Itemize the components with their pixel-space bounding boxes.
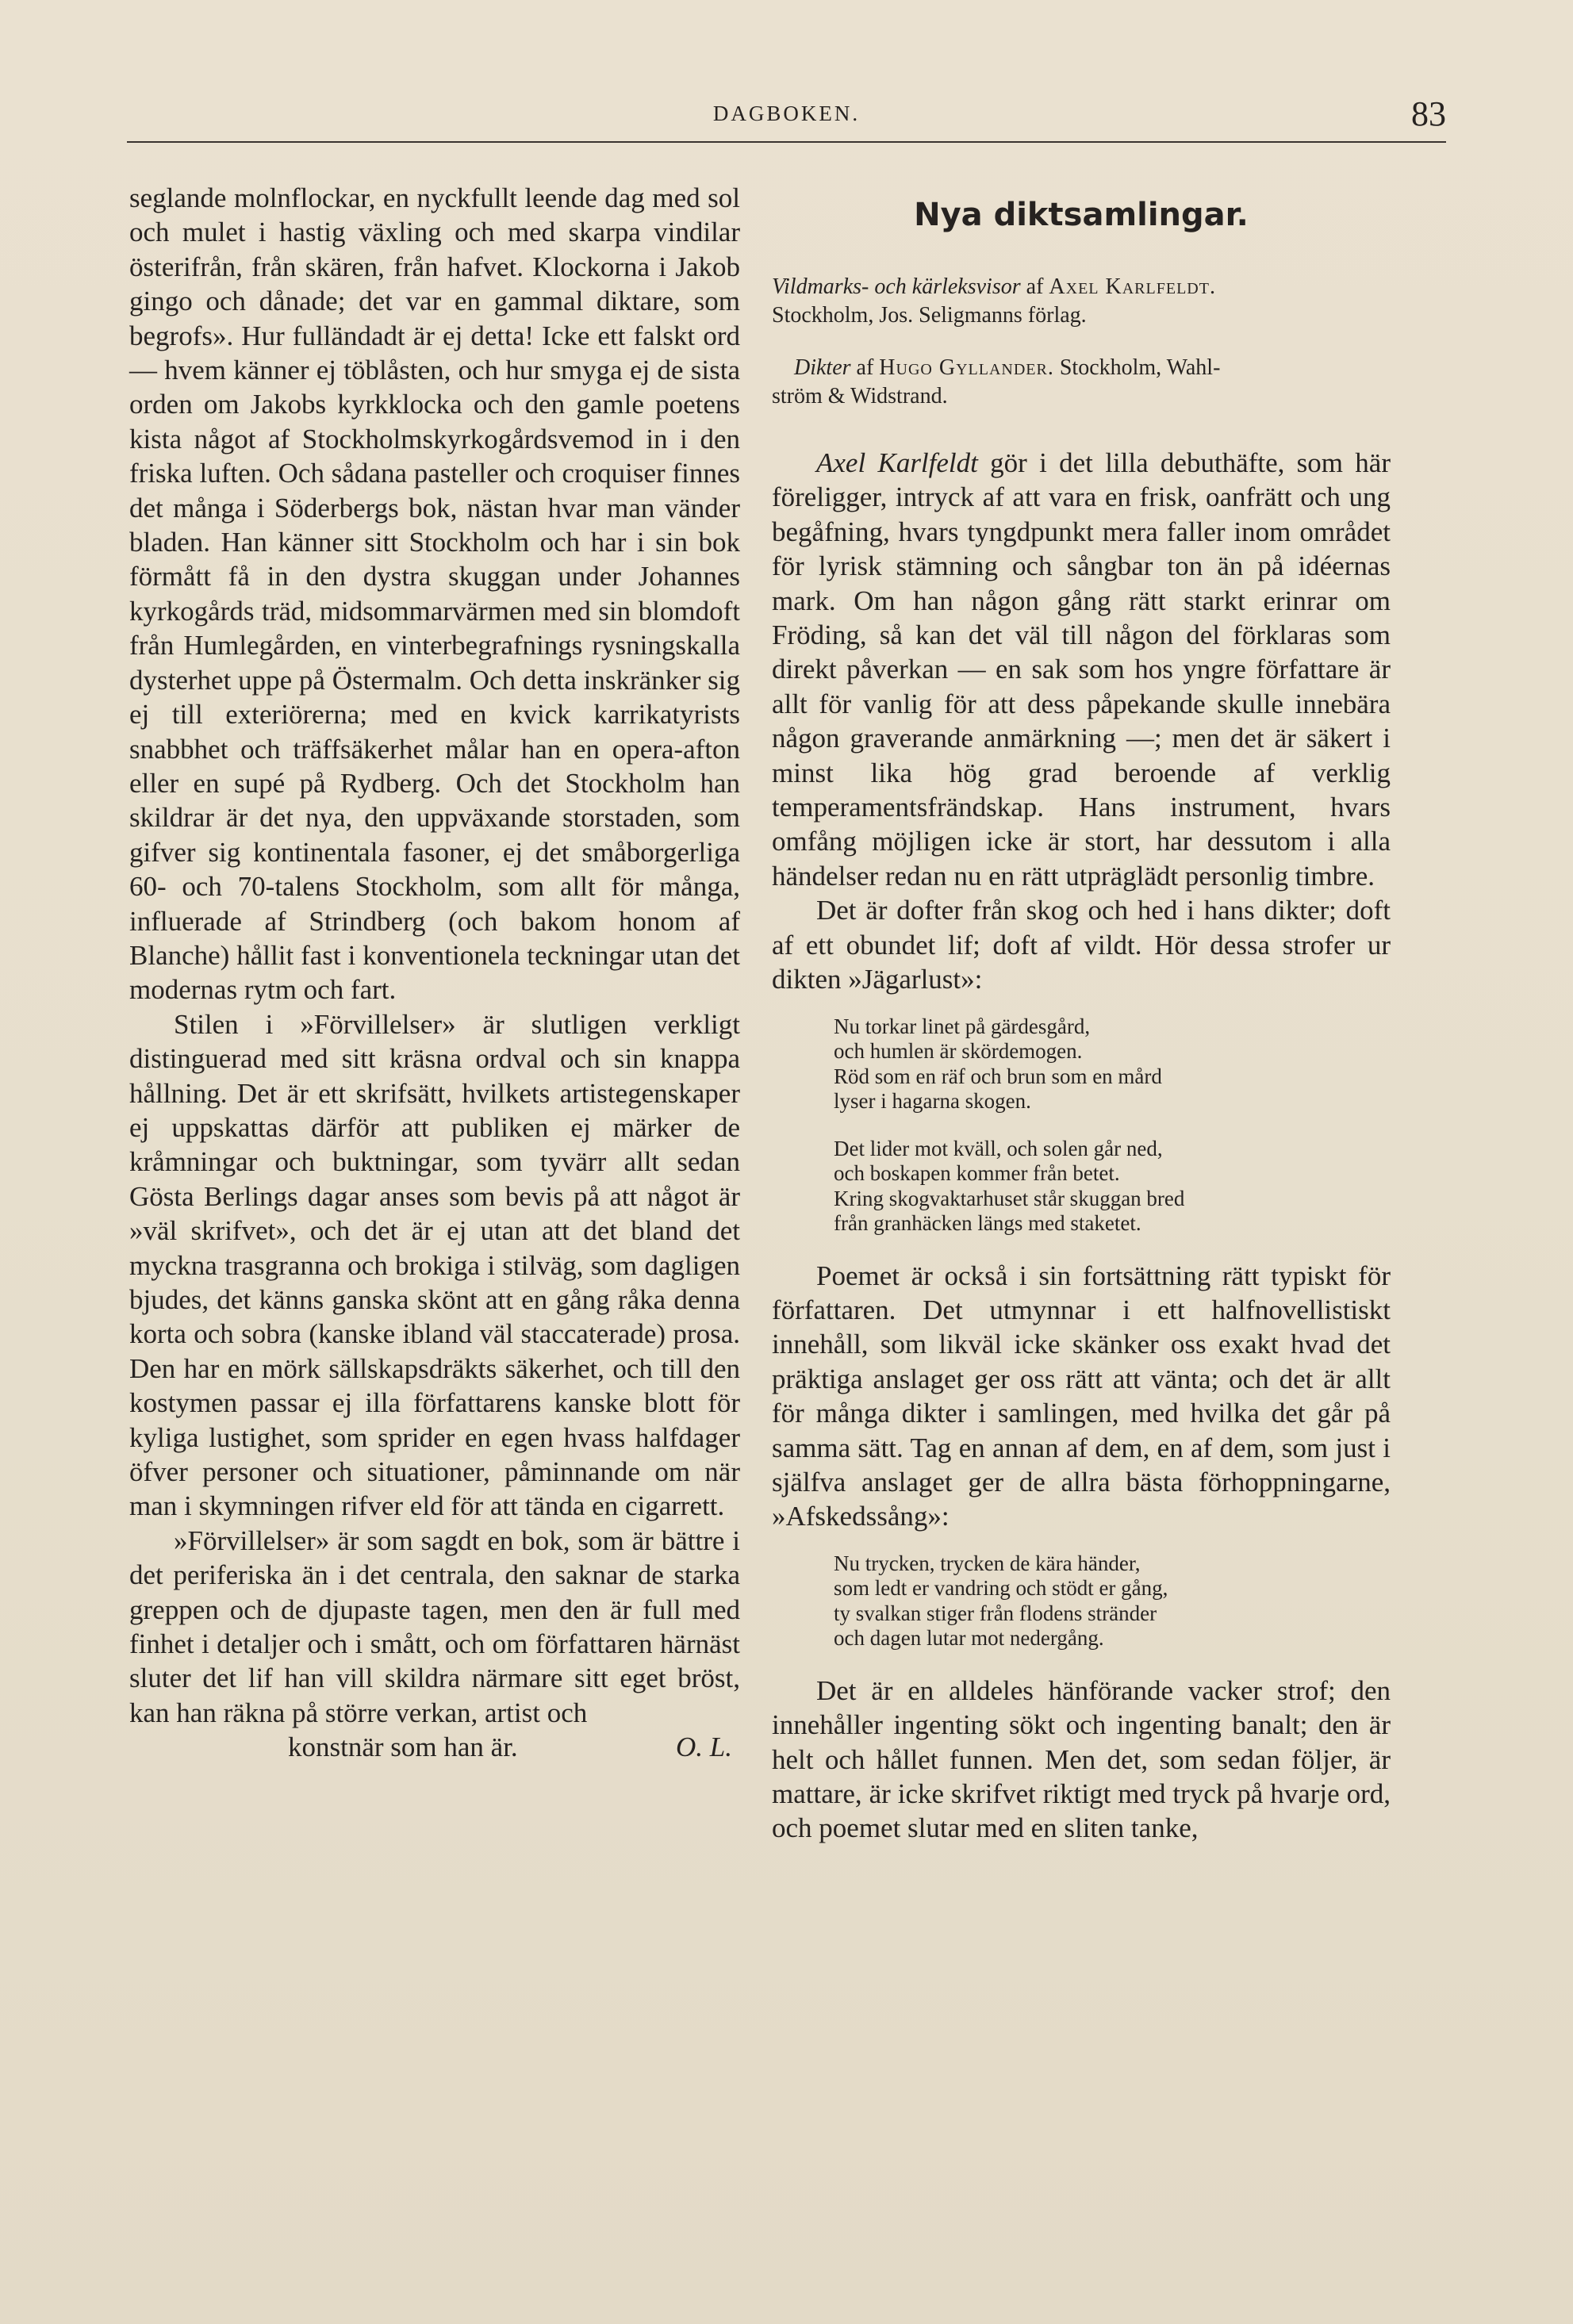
right-paragraph-2: Det är dofter från skog och hed i hans dikter; doft af ett obundet lif; doft af vildt. Hör dessa strofer ur dikten »Jägarlust»:	[772, 895, 1391, 995]
poem-line: Det lider mot kväll, och solen går ned,	[834, 1136, 1163, 1160]
poem-line: ty svalkan stiger från flodens stränder	[834, 1601, 1157, 1625]
signature-line	[129, 1730, 740, 1764]
book-reference-2	[772, 354, 1391, 411]
book-af-1: af	[1026, 274, 1044, 299]
right-paragraph-1-text: gör i det lilla debuthäfte, som här föreligger, intryck af att vara en frisk, oanfrätt och ung begåfning, hvars tyngdpunkt mera faller inom området för lyrisk stämning och sångbar ton än på idéernas mark. Om han någon gång rätt starkt erinrar om Fröding, så kan det väl till någon del förklaras som direkt påverkan — en sak som hos yngre författare är allt för vanlig för att dess påpekande skulle innebära någon graverande anmärkning —; men det är säkert i minst lika hög grad beroende af verklig temperamentsfrändskap. Hans instrument, hvars omfång möjligen icke är stort, har dessutom i alla händelser redan nu en rätt utpräglädt personlig timbre.	[772, 447, 1391, 892]
book-title-1: Vildmarks- och kärleksvisor	[772, 274, 1021, 299]
poem-jagarlust	[834, 1014, 1391, 1237]
poem-line: och boskapen kommer från betet.	[834, 1161, 1120, 1185]
book-publisher-1: Stockholm, Jos. Seligmanns förlag.	[772, 303, 1087, 328]
poem-line: Röd som en räf och brun som en mård	[834, 1064, 1162, 1088]
poem-line: från granhäcken längs med staketet.	[834, 1211, 1141, 1235]
book-publisher-2b: ström & Widstrand.	[772, 384, 948, 408]
author-name: Axel Karlfeldt	[816, 447, 978, 478]
right-paragraph-3: Poemet är också i sin fortsättning rätt typiskt för författaren. Det utmynnar i ett halfnovellistiskt innehåll, som likväl icke skänker oss exakt hvad det präktiga anslaget ger oss rätt att vänta; och det är allt för många dikter i samlingen, med hvilka det går på samma sätt. Tag en annan af dem, en af dem, som just i själfva anslaget ger de allra bästa förhoppningarne, »Afskedssång»:	[772, 1260, 1391, 1532]
running-head	[127, 94, 1446, 141]
signature: O. L.	[676, 1731, 732, 1763]
section-headline: Nya diktsamlingar.	[914, 197, 1249, 233]
left-paragraph-1: seglande molnflockar, en nyckfullt leende dag med sol och mulet i hastig växling och med skarpa vindilar österifrån, från skären, från hafvet. Klockorna i Jakob gingo och dånade; det var en gammal diktare, som begrofs». Hur fulländadt är ej detta! Icke ett falskt ord — hvem känner ej töblåsten, och hur smyga ej de sista orden om Jakobs kyrkklocka och den gamle poetens kista något af Stockholmskyrkogårdsvemod in i den friska luften. Och sådana pasteller och croquiser finnes det många i Söderbergs bok, nästan hvar man vänder bladen. Han känner sitt Stockholm och har i sin bok förmått få in den dystra skuggan under Johannes kyrkogårds träd, midsommarvärmen med sin blomdoft från Humlegården, en vinterbegrafnings rysningskalla dysterhet uppe på Östermalm. Och detta inskränker sig ej till exteriörerna; med en kvick karrikatyrists snabbhet och träffsäkerhet målar han en opera-afton eller en supé på Rydberg. Och det Stockholm han skildrar är det nya, den uppväxande storstaden, som gifver sig kontinentala fasoner, ej det småborgerliga 60- och 70-talens Stockholm, som allt för många, influerade af Strindberg (och bakom honom af Blanche) hållit fast i konventionela teckningar utan det modernas rytm och fart.	[129, 182, 740, 1006]
poem-line: Kring skogvaktarhuset står skuggan bred	[834, 1186, 1185, 1210]
book-publisher-2: Stockholm, Wahl-	[1059, 355, 1221, 380]
header-rule	[127, 141, 1446, 143]
book-author-1: Axel Karlfeldt.	[1049, 274, 1216, 299]
book-title-2: Dikter	[794, 355, 851, 380]
poem-line: Nu trycken, trycken de kära händer,	[834, 1551, 1141, 1575]
poem-line: som ledt er vandring och stödt er gång,	[834, 1576, 1168, 1601]
poem-stanza	[834, 1014, 1391, 1114]
right-paragraph-1	[772, 446, 1391, 893]
left-paragraph-3: »Förvillelser» är som sagdt en bok, som är bättre i det periferiska än i det centrala, den saknar de starka greppen och de djupaste tagen, men den är full med finhet i detaljer och i smått, och om författaren härnäst sluter det lif han vill skildra närmare sitt eget bröst, kan han räkna på större verkan, artist och	[129, 1524, 740, 1728]
book-reference-1	[772, 273, 1391, 330]
poem-stanza	[834, 1137, 1391, 1237]
left-column	[129, 181, 740, 1765]
closing-text: konstnär som han är.	[288, 1731, 518, 1763]
book-author-2: Hugo Gyllander.	[879, 355, 1054, 380]
running-head-title: DAGBOKEN.	[712, 102, 861, 125]
page-number: 83	[1411, 94, 1446, 133]
poem-line: och dagen lutar mot nedergång.	[834, 1626, 1104, 1651]
poem-line: lyser i hagarna skogen.	[834, 1089, 1031, 1113]
poem-afskedssang	[834, 1551, 1391, 1651]
poem-line: Nu torkar linet på gärdesgård,	[834, 1014, 1091, 1038]
poem-line: och humlen är skördemogen.	[834, 1039, 1083, 1063]
book-af-2: af	[856, 355, 874, 380]
right-column	[772, 181, 1391, 1846]
right-paragraph-4: Det är en alldeles hänförande vacker strof; den innehåller ingenting sökt och ingenting banalt; den är helt och hållet funnen. Men det, som sedan följer, är mattare, är icke skrifvet riktigt med tryck på hvarje ord, och poemet slutar med en sliten tanke,	[772, 1674, 1391, 1844]
poem-stanza	[834, 1551, 1391, 1651]
left-paragraph-2: Stilen i »Förvillelser» är slutligen verkligt distinguerad med sitt kräsna ordval och sin knappa hållning. Det är ett skrifsätt, hvilkets artistegenskaper ej uppskattas därför att publiken ej märker de kråmningar och buktningar, som tyvärr allt sedan Gösta Berlings dagar anses som bevis på att något är »väl skrifvet», och det är ej utan att det bland det myckna trasgranna och brokiga i stilväg, som dagligen bjudes, det känns ganska skönt att en gång råka denna korta och sobra (kanske ibland väl staccaterade) prosa. Den har en mörk sällskapsdräkts säkerhet, och till den kostymen passar ej illa författarens kanske blott för kyliga lustighet, som sprider en egen hvass halfdager öfver personer och situationer, påminnande om när man i skymningen rifver eld för att tända en cigarrett.	[129, 1008, 740, 1522]
